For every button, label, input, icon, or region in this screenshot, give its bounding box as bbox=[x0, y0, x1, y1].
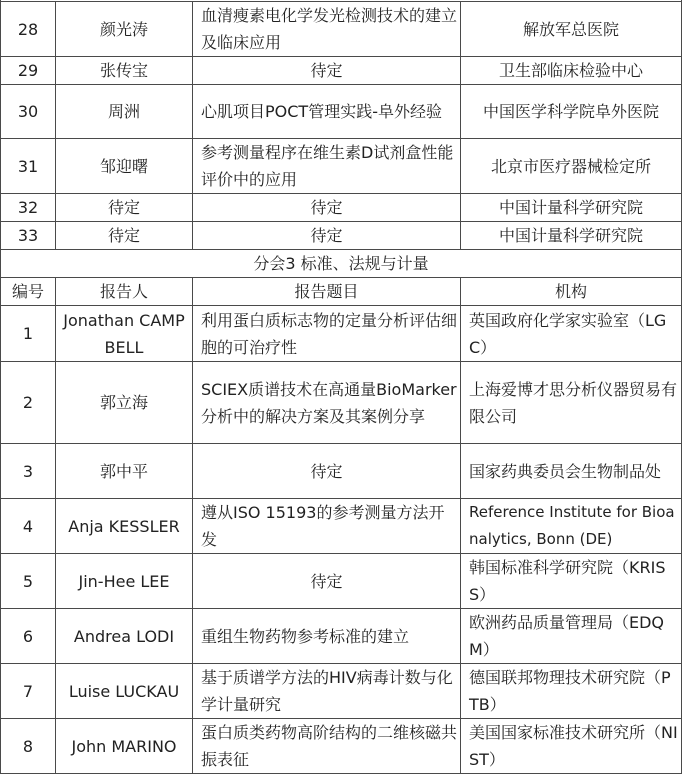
reporter-name: John MARINO bbox=[56, 719, 193, 774]
table-row bbox=[1, 2, 682, 57]
reporter-name: Jonathan CAMPBELL bbox=[56, 306, 193, 362]
section-title-row bbox=[1, 250, 682, 278]
table-row bbox=[1, 719, 682, 774]
row-number: 29 bbox=[1, 57, 56, 85]
report-topic: 待定 bbox=[193, 194, 461, 222]
row-number: 30 bbox=[1, 85, 56, 139]
institution-name: 北京市医疗器械检定所 bbox=[461, 139, 682, 194]
table-row bbox=[1, 57, 682, 85]
row-number: 6 bbox=[1, 609, 56, 664]
report-topic: 参考测量程序在维生素D试剂盒性能评价中的应用 bbox=[193, 139, 461, 194]
institution-name: 上海爱博才思分析仪器贸易有限公司 bbox=[461, 362, 682, 444]
institution-name: 中国计量科学研究院 bbox=[461, 222, 682, 250]
row-number: 3 bbox=[1, 444, 56, 499]
reporter-name: 郭立海 bbox=[56, 362, 193, 444]
report-topic: 待定 bbox=[193, 554, 461, 609]
column-header-row bbox=[1, 278, 682, 306]
reporter-name: 待定 bbox=[56, 194, 193, 222]
institution-name: 国家药典委员会生物制品处 bbox=[461, 444, 682, 499]
institution-name: 中国计量科学研究院 bbox=[461, 194, 682, 222]
institution-name: 卫生部临床检验中心 bbox=[461, 57, 682, 85]
table-row bbox=[1, 139, 682, 194]
report-topic: 遵从ISO 15193的参考测量方法开发 bbox=[193, 499, 461, 554]
report-topic: 基于质谱学方法的HIV病毒计数与化学计量研究 bbox=[193, 664, 461, 719]
report-topic: 利用蛋白质标志物的定量分析评估细胞的可治疗性 bbox=[193, 306, 461, 362]
table-row bbox=[1, 499, 682, 554]
row-number: 4 bbox=[1, 499, 56, 554]
table-row bbox=[1, 222, 682, 250]
row-number: 32 bbox=[1, 194, 56, 222]
row-number: 7 bbox=[1, 664, 56, 719]
report-topic: 重组生物药物参考标准的建立 bbox=[193, 609, 461, 664]
row-number: 28 bbox=[1, 2, 56, 57]
table-row bbox=[1, 609, 682, 664]
reporter-name: 周洲 bbox=[56, 85, 193, 139]
reporter-name: Anja KESSLER bbox=[56, 499, 193, 554]
table-row bbox=[1, 664, 682, 719]
reporter-name: Andrea LODI bbox=[56, 609, 193, 664]
institution-name: 中国医学科学院阜外医院 bbox=[461, 85, 682, 139]
report-topic: 待定 bbox=[193, 444, 461, 499]
institution-name: 韩国标准科学研究院（KRISS） bbox=[461, 554, 682, 609]
report-topic: 待定 bbox=[193, 222, 461, 250]
header-institution: 机构 bbox=[461, 278, 682, 306]
report-topic: 心肌项目POCT管理实践-阜外经验 bbox=[193, 85, 461, 139]
institution-name: 美国国家标准技术研究所（NIST） bbox=[461, 719, 682, 774]
report-topic: 血清瘦素电化学发光检测技术的建立及临床应用 bbox=[193, 2, 461, 57]
reporter-name: Luise LUCKAU bbox=[56, 664, 193, 719]
reporter-name: 待定 bbox=[56, 222, 193, 250]
table-row bbox=[1, 194, 682, 222]
report-topic: 蛋白质类药物高阶结构的二维核磁共振表征 bbox=[193, 719, 461, 774]
row-number: 2 bbox=[1, 362, 56, 444]
reporter-name: 颜光涛 bbox=[56, 2, 193, 57]
row-number: 8 bbox=[1, 719, 56, 774]
institution-name: 英国政府化学家实验室（LGC） bbox=[461, 306, 682, 362]
institution-name: 解放军总医院 bbox=[461, 2, 682, 57]
table-row bbox=[1, 306, 682, 362]
reporter-name: 张传宝 bbox=[56, 57, 193, 85]
institution-name: Reference Institute for Bioanalytics, Bonn (DE) bbox=[461, 499, 682, 554]
table-row bbox=[1, 554, 682, 609]
header-topic: 报告题目 bbox=[193, 278, 461, 306]
row-number: 1 bbox=[1, 306, 56, 362]
row-number: 31 bbox=[1, 139, 56, 194]
table-row bbox=[1, 444, 682, 499]
table-row bbox=[1, 85, 682, 139]
report-topic: 待定 bbox=[193, 57, 461, 85]
row-number: 5 bbox=[1, 554, 56, 609]
reporter-name: Jin-Hee LEE bbox=[56, 554, 193, 609]
header-number: 编号 bbox=[1, 278, 56, 306]
row-number: 33 bbox=[1, 222, 56, 250]
reporter-name: 郭中平 bbox=[56, 444, 193, 499]
report-topic: SCIEX质谱技术在高通量BioMarker分析中的解决方案及其案例分享 bbox=[193, 362, 461, 444]
institution-name: 德国联邦物理技术研究院（PTB） bbox=[461, 664, 682, 719]
section-title: 分会3 标准、法规与计量 bbox=[1, 250, 682, 278]
institution-name: 欧洲药品质量管理局（EDQM） bbox=[461, 609, 682, 664]
header-reporter: 报告人 bbox=[56, 278, 193, 306]
reporter-name: 邹迎曙 bbox=[56, 139, 193, 194]
table-row bbox=[1, 362, 682, 444]
